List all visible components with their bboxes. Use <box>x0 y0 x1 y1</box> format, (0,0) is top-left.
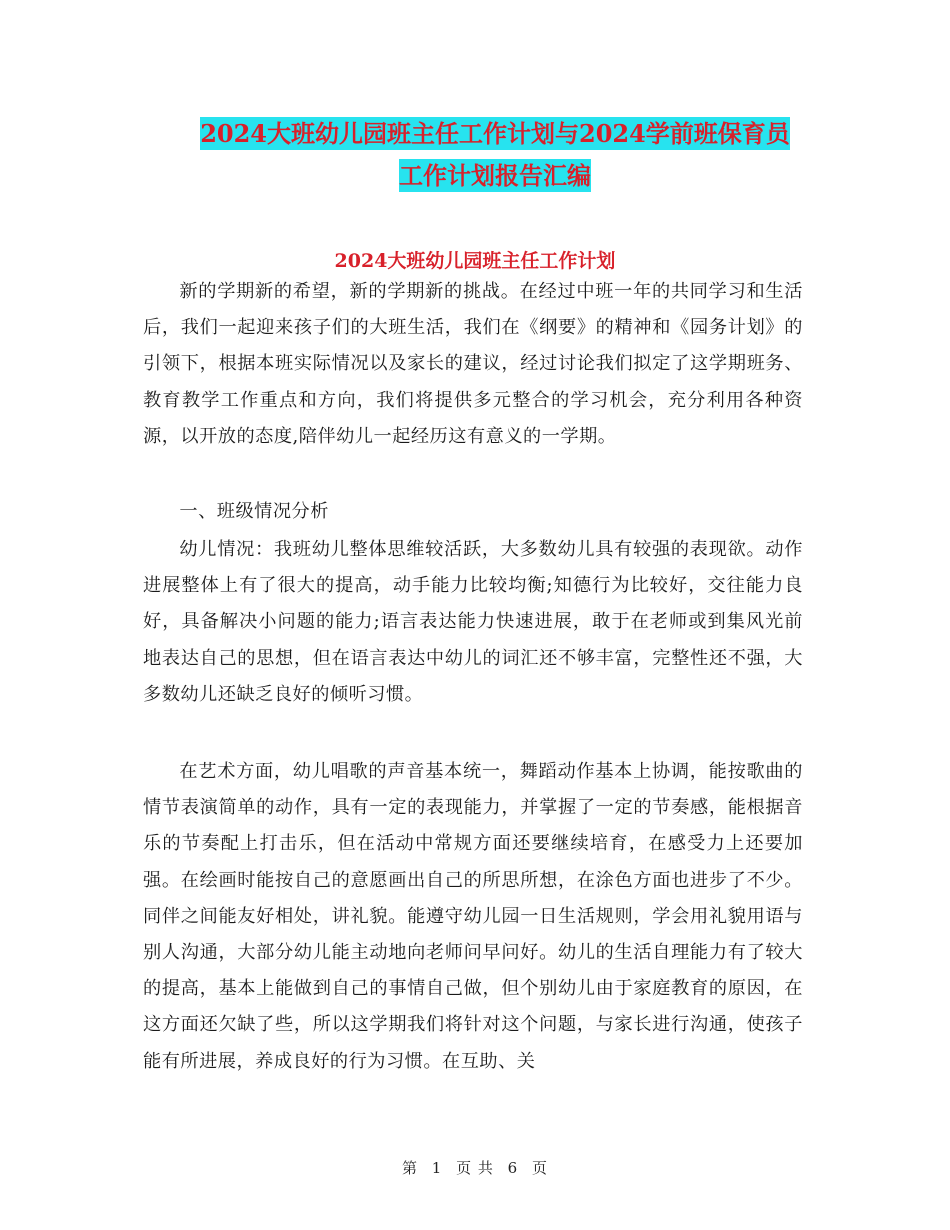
page-footer <box>0 1157 950 1178</box>
footer-suffix: 页 <box>532 1159 549 1177</box>
main-title-line-1 <box>100 114 890 149</box>
main-title-line-2 <box>100 156 890 191</box>
footer-mid: 页 共 <box>456 1159 494 1177</box>
footer-page-number: 1 <box>431 1159 443 1177</box>
heading-class-analysis: 一、班级情况分析 <box>179 501 329 522</box>
main-title-line-1-text: 2024大班幼儿园班主任工作计划与2024学前班保育员 <box>200 119 790 148</box>
footer-total-pages: 6 <box>507 1159 519 1177</box>
footer-prefix: 第 <box>401 1159 418 1177</box>
paragraph-arts: 在艺术方面，幼儿唱歌的声音基本统一，舞蹈动作基本上协调，能按歌曲的情节表演简单的动作，具有一定的表现能力，并掌握了一定的节奏感，能根据音乐的节奏配上打击乐，但在活动中常规方面还要继续培育，在感受力上还要加强。在绘画时能按自己的意愿画出自己的所思所想，在涂色方面也进步了不少。同伴之间能友好相处，讲礼貌。能遵守幼儿园一日生活规则，学会用礼貌用语与别人沟通，大部分幼儿能主动地向老师问早问好。幼儿的生活自理能力有了较大的提高，基本上能做到自己的事情自己做，但个别幼儿由于家庭教育的原因，在这方面还欠缺了些，所以这学期我们将针对这个问题，与家长进行沟通，使孩子能有所进展，养成良好的行为习惯。在互助、关 <box>143 761 803 1072</box>
main-title-line-2-text: 工作计划报告汇编 <box>399 161 591 190</box>
paragraph-children-situation: 幼儿情况：我班幼儿整体思维较活跃，大多数幼儿具有较强的表现欲。动作进展整体上有了很大的提高，动手能力比较均衡;知德行为比较好，交往能力良好，具备解决小问题的能力;语言表达能力快速进展，敢于在老师或到集风光前地表达自己的思想，但在语言表达中幼儿的词汇还不够丰富，完整性还不强，大多数幼儿还缺乏良好的倾听习惯。 <box>143 539 803 705</box>
paragraph-intro: 新的学期新的希望，新的学期新的挑战。在经过中班一年的共同学习和生活后，我们一起迎来孩子们的大班生活，我们在《纲要》的精神和《园务计划》的引领下，根据本班实际情况以及家长的建议，经过讨论我们拟定了这学期班务、教育教学工作重点和方向，我们将提供多元整合的学习机会，充分利用各种资源，以开放的态度,陪伴幼儿一起经历这有意义的一学期。 <box>143 281 803 447</box>
section-title: 2024大班幼儿园班主任工作计划 <box>334 250 616 272</box>
